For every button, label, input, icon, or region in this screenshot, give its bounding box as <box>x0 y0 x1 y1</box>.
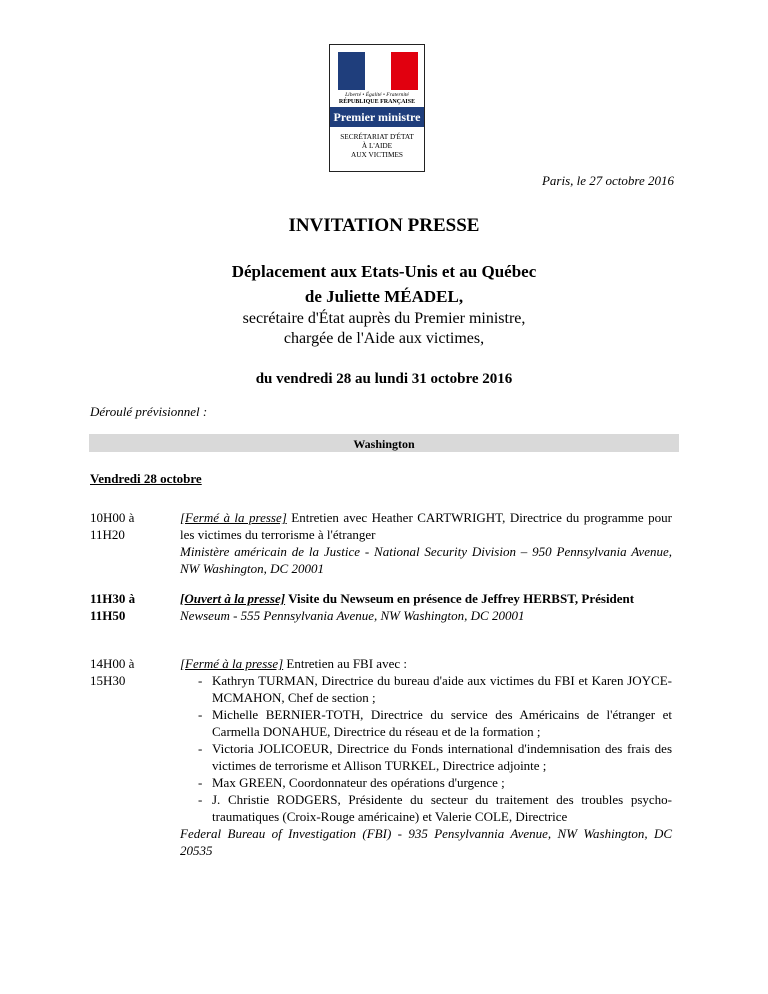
entry-text: Entretien avec Heather CARTWRIGHT, Directrice du programme pour les victimes du terrorisme à l'étranger <box>180 510 672 542</box>
list-item: - Victoria JOLICOEUR, Directrice du Fonds international d'indemnisation des frais des victimes de terrorisme et Allison TURKEL, Directrice adjointe ; <box>180 740 672 774</box>
entry-time: 10H00 à 11H20 <box>90 510 135 542</box>
logo-secretariat: SECRÉTARIAT D'ÉTAT À L'AIDE AUX VICTIMES <box>340 132 414 159</box>
subtitle-person: de Juliette MÉADEL, <box>304 287 464 306</box>
list-item: - J. Christie RODGERS, Présidente du secteur du traitement des troubles psycho-traumatiques (Croix-Rouge américaine) et Valerie COLE, Directrice <box>180 791 672 825</box>
section-title: Washington <box>353 437 415 451</box>
tricolor-flag-icon <box>338 52 418 90</box>
list-item: - Michelle BERNIER-TOTH, Directrice du service des Américains de l'étranger et Carmella DONAHUE, Directrice du réseau et de la formation ; <box>180 706 672 740</box>
entry-place: Newseum - 555 Pennsylvania Avenue, NW Washington, DC 20001 <box>180 608 525 623</box>
date-line: Paris, le 27 octobre 2016 <box>541 173 674 188</box>
entry-text: Entretien au FBI avec : <box>283 656 407 671</box>
list-item: - Kathryn TURMAN, Directrice du bureau d'aide aux victimes du FBI et Karen JOYCE-MCMAHON, Chef de section ; <box>180 672 672 706</box>
press-tag: [Ouvert à la presse] <box>180 591 286 606</box>
subtitle-role-1: secrétaire d'État auprès du Premier ministre, <box>242 310 526 327</box>
entry-place: Ministère américain de la Justice - National Security Division – 950 Pennsylvania Avenue, NW Washington, DC 20001 <box>180 544 672 576</box>
schedule-entry <box>180 590 672 624</box>
day-heading: Vendredi 28 octobre <box>90 471 202 486</box>
subtitle-role-2: chargée de l'Aide aux victimes, <box>283 330 485 347</box>
entry-place: Federal Bureau of Investigation (FBI) - 935 Pensylvannia Avenue, NW Washington, DC 20535 <box>180 826 672 858</box>
schedule-label: Déroulé prévisionnel : <box>90 404 208 419</box>
page-title: INVITATION PRESSE <box>288 215 480 236</box>
logo-motto: Liberté • Égalité • Fraternité <box>345 92 409 98</box>
subtitle-trip: Déplacement aux Etats-Unis et au Québec <box>231 262 537 281</box>
list-item: - Max GREEN, Coordonnateur des opérations d'urgence ; <box>180 774 672 791</box>
press-tag: [Fermé à la presse] <box>180 510 287 525</box>
entry-time: 11H30 à 11H50 <box>90 591 136 623</box>
logo-premier-ministre: Premier ministre <box>330 107 424 127</box>
entry-time: 14H00 à 15H30 <box>90 656 135 688</box>
attendee-list <box>180 672 672 825</box>
section-bar <box>89 434 679 452</box>
logo-republic: RÉPUBLIQUE FRANÇAISE <box>338 99 416 105</box>
entry-text: Visite du Newseum en présence de Jeffrey HERBST, Président <box>285 591 635 606</box>
schedule-entry <box>180 655 672 859</box>
schedule-entry <box>180 509 672 577</box>
trip-dates: du vendredi 28 au lundi 31 octobre 2016 <box>255 371 513 387</box>
ministry-logo <box>329 44 425 172</box>
press-tag: [Fermé à la presse] <box>180 656 284 671</box>
